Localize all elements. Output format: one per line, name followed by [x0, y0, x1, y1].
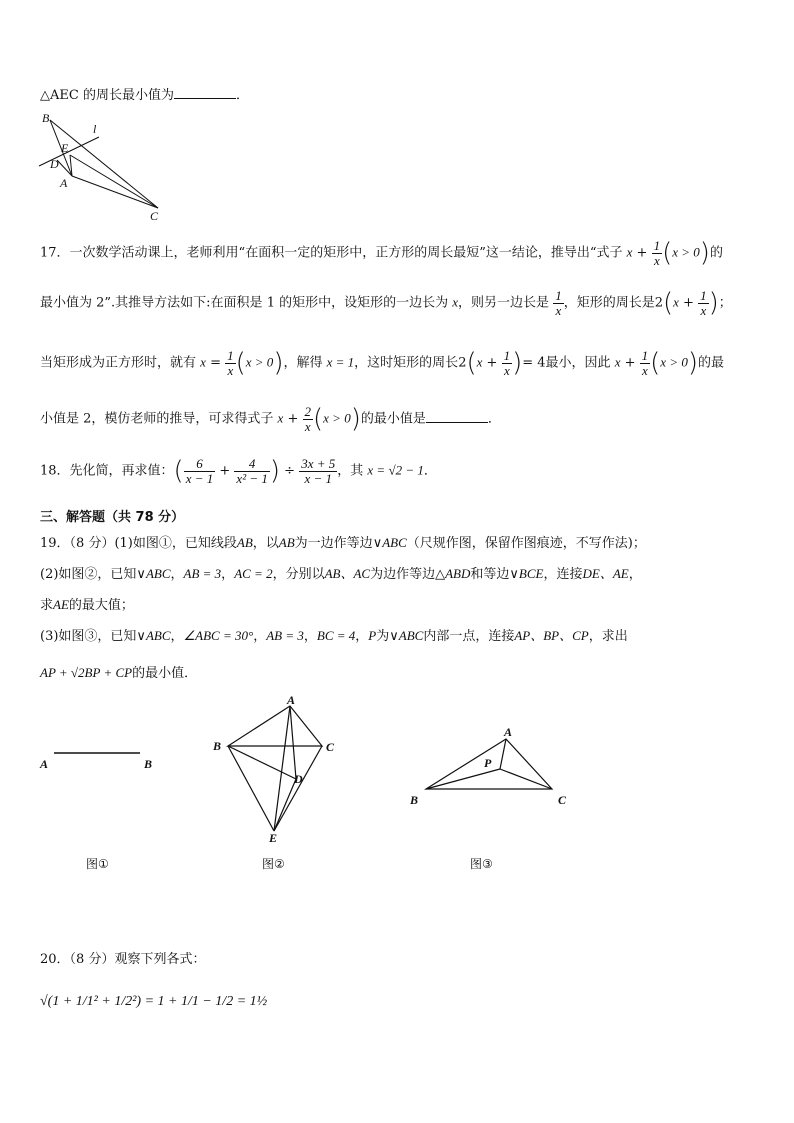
q20-title: 20．（8 分）观察下列各式： [40, 952, 206, 967]
q19-line-3: 求AE的最大值； [40, 597, 134, 613]
svg-text:C: C [558, 793, 567, 807]
svg-text:A: A [40, 757, 49, 771]
figure-3 [404, 724, 579, 810]
figure-2 [206, 694, 346, 846]
line-l [39, 137, 99, 166]
q19-line-4: (3)如图③，已知∨ABC，∠ABC = 30°，AB = 3，BC = 4，P为∨ABC内部一点，连接AP、BP、CP，求出 [40, 628, 628, 644]
q17-line-1: 17．一次数学活动课上，老师利用“在面积一定的矩形中，正方形的周长最短”这一结论，推导出“式子 x + $\frac{1}{x}$ (x > 0)的 [40, 237, 723, 268]
svg-text:D: D [294, 772, 303, 786]
label-B: B [42, 111, 50, 125]
segment-BC [50, 120, 158, 208]
figure-1 [34, 740, 164, 780]
q19-line-5: AP + √2BP + CP的最小值． [40, 665, 198, 681]
svg-text:C: C [326, 740, 335, 754]
q16-tail: △AEC 的周长最小值为 ． [40, 88, 249, 103]
svg-text:A: A [504, 725, 513, 739]
q19-line-1: 19．（8 分）(1)如图①，已知线段AB，以AB为一边作等边∨ABC（尺规作图，保留作图痕迹，不写作法)； [40, 535, 646, 551]
q17-line-2: 最小值为 2”.其推导方法如下:在面积是 1 的矩形中，设矩形的一边长为 x，则另一边长是 $\frac{1}{x}$ ，矩形的周长是2(x + $\frac{1}{x}$ )； [40, 287, 732, 318]
svg-text:B: B [213, 739, 222, 753]
q17-line-3: 当矩形成为正方形时，就有 x = $\frac{1}{x}$ (x > 0)，解得 x = 1，这时矩形的周长2(x + $\frac{1}{x}$ )= 4最小，因此 x + $\frac{1}{x}$ (x > 0)的最 [40, 347, 725, 378]
q17-line-4: 小值是 2，模仿老师的推导，可求得式子 x + $\frac{2}{x}$ (x > 0)的最小值是 ． [40, 403, 501, 434]
svg-text:B: B [410, 793, 419, 807]
svg-text:A: A [287, 694, 296, 707]
caption-fig2: 图② [262, 857, 285, 871]
svg-text:B: B [144, 757, 153, 771]
label-E: E [61, 141, 69, 155]
q19-line-2: (2)如图②，已知∨ABC，AB = 3，AC = 2，分别以AB、AC为边作等边△ABD和等边∨BCE，连接DE、AE， [40, 566, 642, 582]
q20-formula: √(1 + 1/1² + 1/2²) = 1 + 1/1 − 1/2 = 1½ [40, 994, 268, 1009]
q18: 18．先化简，再求值：( $\frac{6}{x - 1}$ + $\frac{4}{\text{x² − 1}}$ ) ÷ $\frac{3x + 5}{x - 1}$ ，其 x = √2 − 1． [40, 455, 437, 486]
label-C: C [150, 209, 159, 223]
caption-fig1: 图① [86, 857, 109, 871]
figure-q16 [34, 110, 174, 225]
caption-fig3: 图③ [470, 857, 493, 871]
answer-blank [426, 410, 488, 423]
answer-blank [174, 86, 236, 99]
segment-AC [72, 176, 158, 208]
label-l: l [93, 122, 97, 136]
svg-text:E: E [269, 831, 278, 845]
label-A: A [60, 176, 68, 190]
section-title: 三、解答题（共 78 分） [40, 510, 185, 525]
label-D: D [50, 157, 59, 171]
svg-text:P: P [484, 756, 492, 770]
fraction: $\frac{1}{x}$ [653, 237, 661, 268]
segment-EC [70, 155, 158, 208]
